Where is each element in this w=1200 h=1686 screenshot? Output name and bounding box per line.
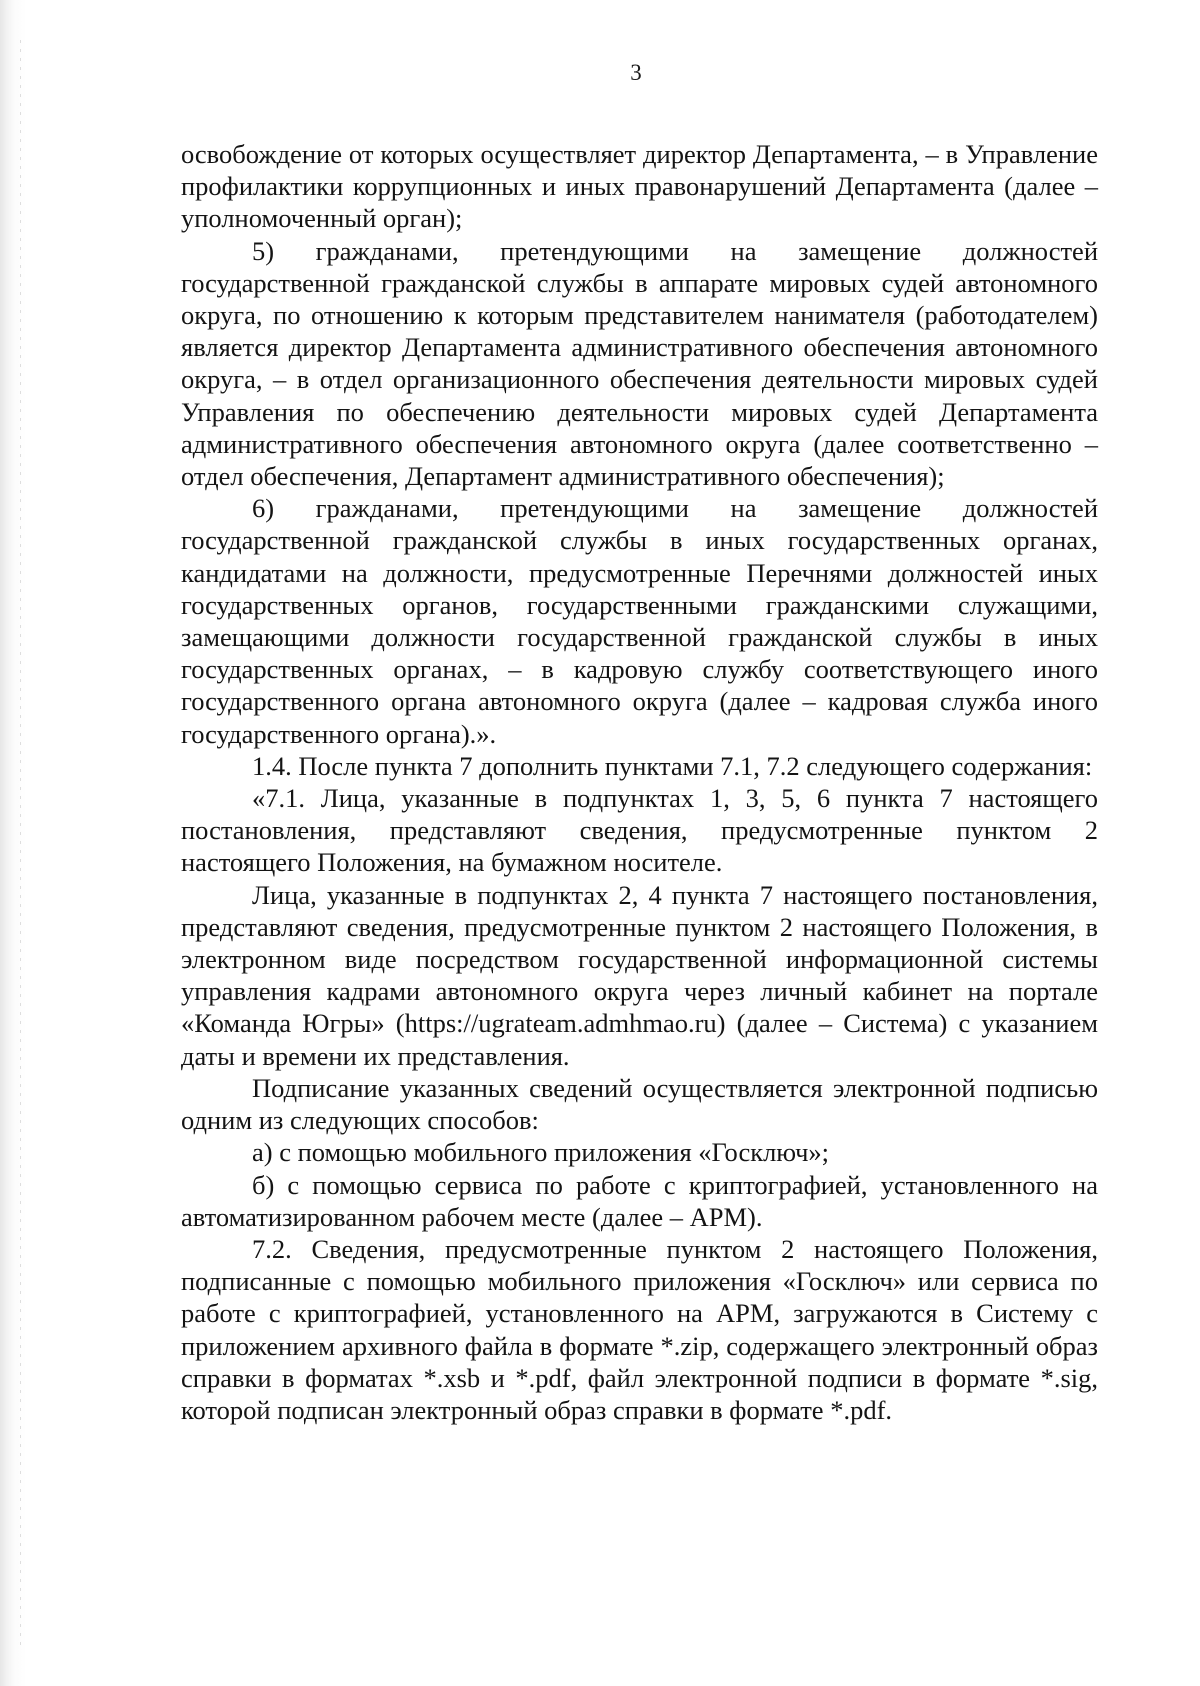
paragraph-7-1: «7.1. Лица, указанные в подпунктах 1, 3, 5, 6 пункта 7 настоящего постановления, представляют сведения, предусмотренные пунктом 2 настоящего Положения, на бумажном носителе.	[181, 783, 1098, 878]
paragraph-item-6: 6) гражданами, претендующими на замещение должностей государственной гражданской службы в иных государственных органах, кандидатами на должности, предусмотренные Перечнями должностей иных государственных органов, государственными гражданскими служащими, замещающими должности государственной гражданской службы в иных государственных органах, – в кадровую службу соответствующего иного государственного органа автономного округа (далее – кадровая служба иного государственного органа).».	[181, 493, 1098, 749]
paragraph-signing-option-a: а) с помощью мобильного приложения «Госключ»;	[252, 1137, 830, 1168]
page-number: 3	[630, 60, 642, 85]
paragraph-7-2: 7.2. Сведения, предусмотренные пунктом 2 настоящего Положения, подписанные с помощью мобильного приложения «Госключ» или сервиса по работе с криптографией, установленного на АРМ, загружаются в Систему с приложением архивного файла в формате *.zip, содержащего электронный образ справки в форматах *.xsb и *.pdf, файл электронной подписи в формате *.sig, которой подписан электронный образ справки в формате *.pdf.	[181, 1233, 1098, 1425]
paragraph-7-1-electronic: Лица, указанные в подпунктах 2, 4 пункта 7 настоящего постановления, представляют сведения, предусмотренные пунктом 2 настоящего Положения, в электронном виде посредством государственной информационной системы управления кадрами автономного округа через личный кабинет на портале «Команда Югры» (https://ugrateam.admhmao.ru) (далее – Система) с указанием даты и времени их представления.	[181, 879, 1098, 1071]
paragraph-1-4: 1.4. После пункта 7 дополнить пунктами 7.1, 7.2 следующего содержания:	[252, 750, 1093, 781]
paragraph-item-5: 5) гражданами, претендующими на замещение должностей государственной гражданской службы в аппарате мировых судей автономного округа, по отношению к которым представителем нанимателя (работодателем) является директор Департамента административного обеспечения автономного округа, – в отдел организационного обеспечения деятельности мировых судей Управления по обеспечению деятельности мировых судей Департамента административного обеспечения автономного округа (далее соответственно – отдел обеспечения, Департамент административного обеспечения);	[181, 235, 1098, 492]
scan-left-edge	[0, 0, 26, 1686]
paragraph-signing: Подписание указанных сведений осуществляется электронной подписью одним из следующих способов:	[181, 1072, 1098, 1136]
paragraph-continuation: освобождение от которых осуществляет директор Департамента, – в Управление профилактики коррупционных и иных правонарушений Департамента (далее – уполномоченный орган);	[181, 139, 1098, 234]
scan-edge-marks	[20, 40, 21, 1650]
document-body	[181, 138, 1098, 1426]
paragraph-signing-option-b: б) с помощью сервиса по работе с криптографией, установленного на автоматизированном рабочем месте (далее – АРМ).	[181, 1169, 1098, 1232]
